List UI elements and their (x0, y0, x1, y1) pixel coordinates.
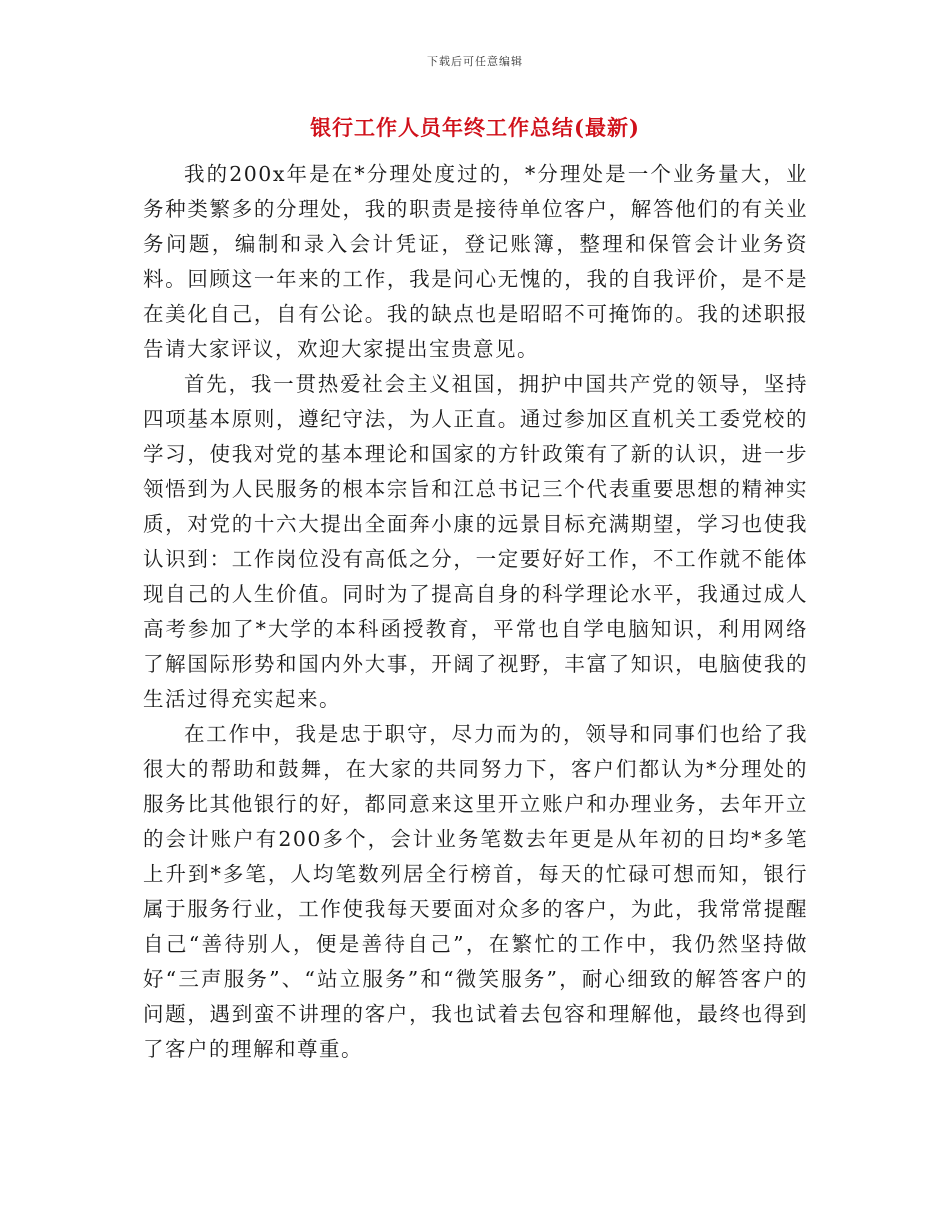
page-header-note: 下载后可任意编辑 (427, 55, 523, 68)
document-title: 银行工作人员年终工作总结(最新) (310, 115, 640, 140)
paragraph-politics-study: 首先，我一贯热爱社会主义祖国，拥护中国共产党的领导，坚持四项基本原则，遵纪守法，为人正直。通过参加区直机关工委党校的学习，使我对党的基本理论和国家的方针政策有了新的认识，进一步领悟到为人民服务的根本宗旨和江总书记三个代表重要思想的精神实质，对党的十六大提出全面奔小康的远景目标充满期望，学习也使我认识到：工作岗位没有高低之分，一定要好好工作，不工作就不能体现自己的人生价值。同时为了提高自身的科学理论水平，我通过成人高考参加了*大学的本科函授教育，平常也自学电脑知识，利用网络了解国际形势和国内外大事，开阔了视野，丰富了知识，电脑使我的生活过得充实起来。 (143, 372, 808, 711)
paragraph-intro: 我的200x年是在*分理处度过的，*分理处是一个业务量大，业务种类繁多的分理处，我的职责是接待单位客户，解答他们的有关业务问题，编制和录入会计凭证，登记账簿，整理和保管会计业务资料。回顾这一年来的工作，我是问心无愧的，我的自我评价，是不是在美化自己，自有公论。我的缺点也是昭昭不可掩饰的。我的述职报告请大家评议，欢迎大家提出宝贵意见。 (143, 162, 808, 361)
paragraph-work-service: 在工作中，我是忠于职守，尽力而为的，领导和同事们也给了我很大的帮助和鼓舞，在大家的共同努力下，客户们都认为*分理处的服务比其他银行的好，都同意来这里开立账户和办理业务，去年开立的会计账户有200多个，会计业务笔数去年更是从年初的日均*多笔上升到*多笔，人均笔数列居全行榜首，每天的忙碌可想而知，银行属于服务行业，工作使我每天要面对众多的客户，为此，我常常提醒自己“善待别人，便是善待自己”，在繁忙的工作中，我仍然坚持做好“三声服务”、“站立服务”和“微笑服务”，耐心细致的解答客户的问题，遇到蛮不讲理的客户，我也试着去包容和理解他，最终也得到了客户的理解和尊重。 (143, 722, 808, 1061)
document-body (143, 157, 808, 1067)
